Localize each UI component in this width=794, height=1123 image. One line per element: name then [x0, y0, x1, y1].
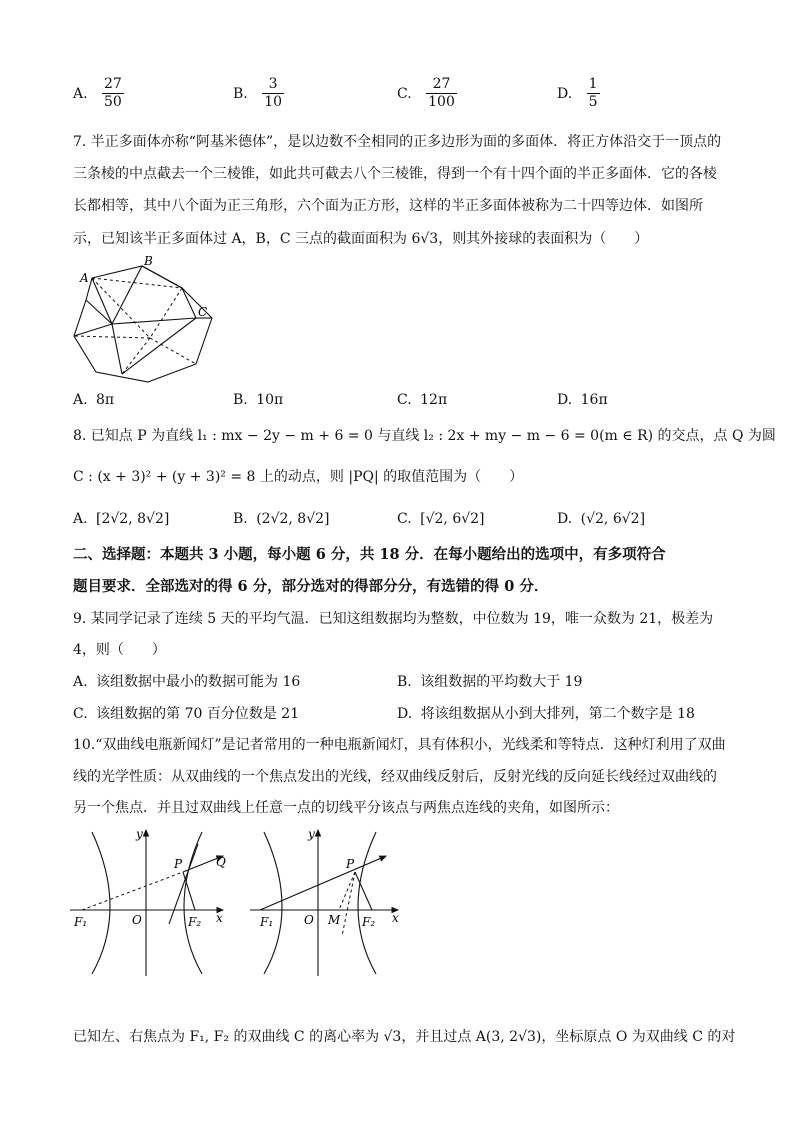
focus-label-f2: F₂ — [188, 915, 202, 929]
q6-option-c: C. $\frac{27}{100}$ — [397, 76, 455, 110]
focus-label-f2: F₂ — [362, 915, 376, 929]
axis-label-x: x — [392, 911, 399, 925]
section-2-heading-line-2: 题目要求．全部选对的得 6 分，部分选对的得部分分，有选错的得 0 分． — [73, 578, 549, 595]
q9-option-d: D. 将该组数据从小到大排列，第二个数字是 18 — [397, 706, 695, 722]
q7-option-a: A. 8π — [73, 392, 115, 408]
point-label-m: M — [328, 913, 341, 927]
q9-option-c: C. 该组数据的第 70 百分位数是 21 — [73, 706, 300, 722]
q9-option-a: A. 该组数据中最小的数据可能为 16 — [73, 674, 301, 690]
q6-option-d: D. $\frac{1}{5}$ — [557, 76, 598, 110]
q9-line-1: 9. 某同学记录了连续 5 天的平均气温．已知这组数据均为整数，中位数为 19，唯一众数为 21，极差为 — [73, 611, 714, 627]
point-label-p: P — [174, 857, 183, 871]
q8-option-d: D. (√2, 6√2] — [557, 511, 646, 527]
fraction: $\frac{27}{50}$ — [104, 76, 122, 110]
q7-option-c: C. 12π — [397, 392, 448, 408]
q7-line-4: 示，已知该半正多面体过 A，B，C 三点的截面面积为 6√3，则其外接球的表面积为（ ） — [73, 231, 649, 247]
q10-line-1: 10.“双曲线电瓶新闻灯”是记者常用的一种电瓶新闻灯，具有体积小，光线柔和等特点．这种灯利用了双曲 — [73, 737, 726, 753]
q8-option-c: C. [√2, 6√2] — [397, 511, 485, 527]
q7-line-2: 三条棱的中点截去一个三棱锥，如此共可截去八个三棱锥，得到一个有十四个面的半正多面体．它的各棱 — [73, 166, 717, 182]
focus-label-f1: F₁ — [74, 915, 88, 929]
figure-label-b: B — [144, 256, 153, 268]
section-2-heading-line-1: 二、选择题：本题共 3 小题，每小题 6 分，共 18 分．在每小题给出的选项中，有多项符合 — [73, 546, 666, 563]
hyperbola-figure-1 — [70, 824, 235, 980]
q7-line-1: 7. 半正多面体亦称“阿基米德体”，是以边数不全相同的正多边形为面的多面体．将正方体沿交于一顶点的 — [73, 134, 722, 150]
q7-line-3: 长都相等，其中八个面为正三角形，六个面为正方形，这样的半正多面体被称为二十四等边体．如图所 — [73, 198, 703, 214]
q6-option-a: A. $\frac{27}{50}$ — [73, 76, 122, 110]
q6-option-b: B. $\frac{3}{10}$ — [233, 76, 283, 110]
q8-line-1: 8. 已知点 P 为直线 l₁ : mx − 2y − m + 6 = 0 与直线 l₂ : 2x + my − m − 6 = 0(m ∈ R) 的交点，点 Q 为圆 — [73, 428, 776, 444]
axis-label-y: y — [136, 827, 143, 841]
q9-line-2: 4，则（ ） — [73, 642, 166, 658]
polyhedron-figure — [70, 256, 220, 386]
point-label-p: P — [346, 857, 355, 871]
q7-option-b: B. 10π — [233, 392, 284, 408]
origin-label: O — [304, 913, 314, 927]
axis-label-y: y — [308, 827, 315, 841]
fraction: $\frac{27}{100}$ — [428, 76, 455, 110]
q8-option-b: B. (2√2, 8√2] — [233, 511, 330, 527]
q10-line-2: 线的光学性质：从双曲线的一个焦点发出的光线，经双曲线反射后，反射光线的反向延长线经过双曲线的 — [73, 769, 717, 785]
figure-label-c: C — [198, 305, 208, 319]
q7-option-d: D. 16π — [557, 392, 608, 408]
axis-label-x: x — [216, 911, 223, 925]
q9-option-b: B. 该组数据的平均数大于 19 — [397, 674, 583, 690]
figure-label-a: A — [80, 271, 89, 285]
hyperbola-figure-2 — [250, 824, 410, 980]
q10-line-3: 另一个焦点．并且过双曲线上任意一点的切线平分该点与两焦点连线的夹角，如图所示： — [73, 800, 619, 816]
q10-last-line: 已知左、右焦点为 F₁, F₂ 的双曲线 C 的离心率为 √3，并且过点 A(3, 2√3)，坐标原点 O 为双曲线 C 的对 — [73, 1029, 736, 1045]
q8-line-2: C : (x + 3)² + (y + 3)² = 8 上的动点，则 |PQ| 的取值范围为（ ） — [73, 469, 524, 485]
q8-option-a: A. [2√2, 8√2] — [73, 511, 170, 527]
focus-label-f1: F₁ — [260, 915, 274, 929]
fraction: $\frac{3}{10}$ — [264, 76, 283, 110]
origin-label: O — [132, 913, 142, 927]
point-label-q: Q — [216, 855, 226, 869]
fraction: $\frac{1}{5}$ — [588, 76, 598, 110]
